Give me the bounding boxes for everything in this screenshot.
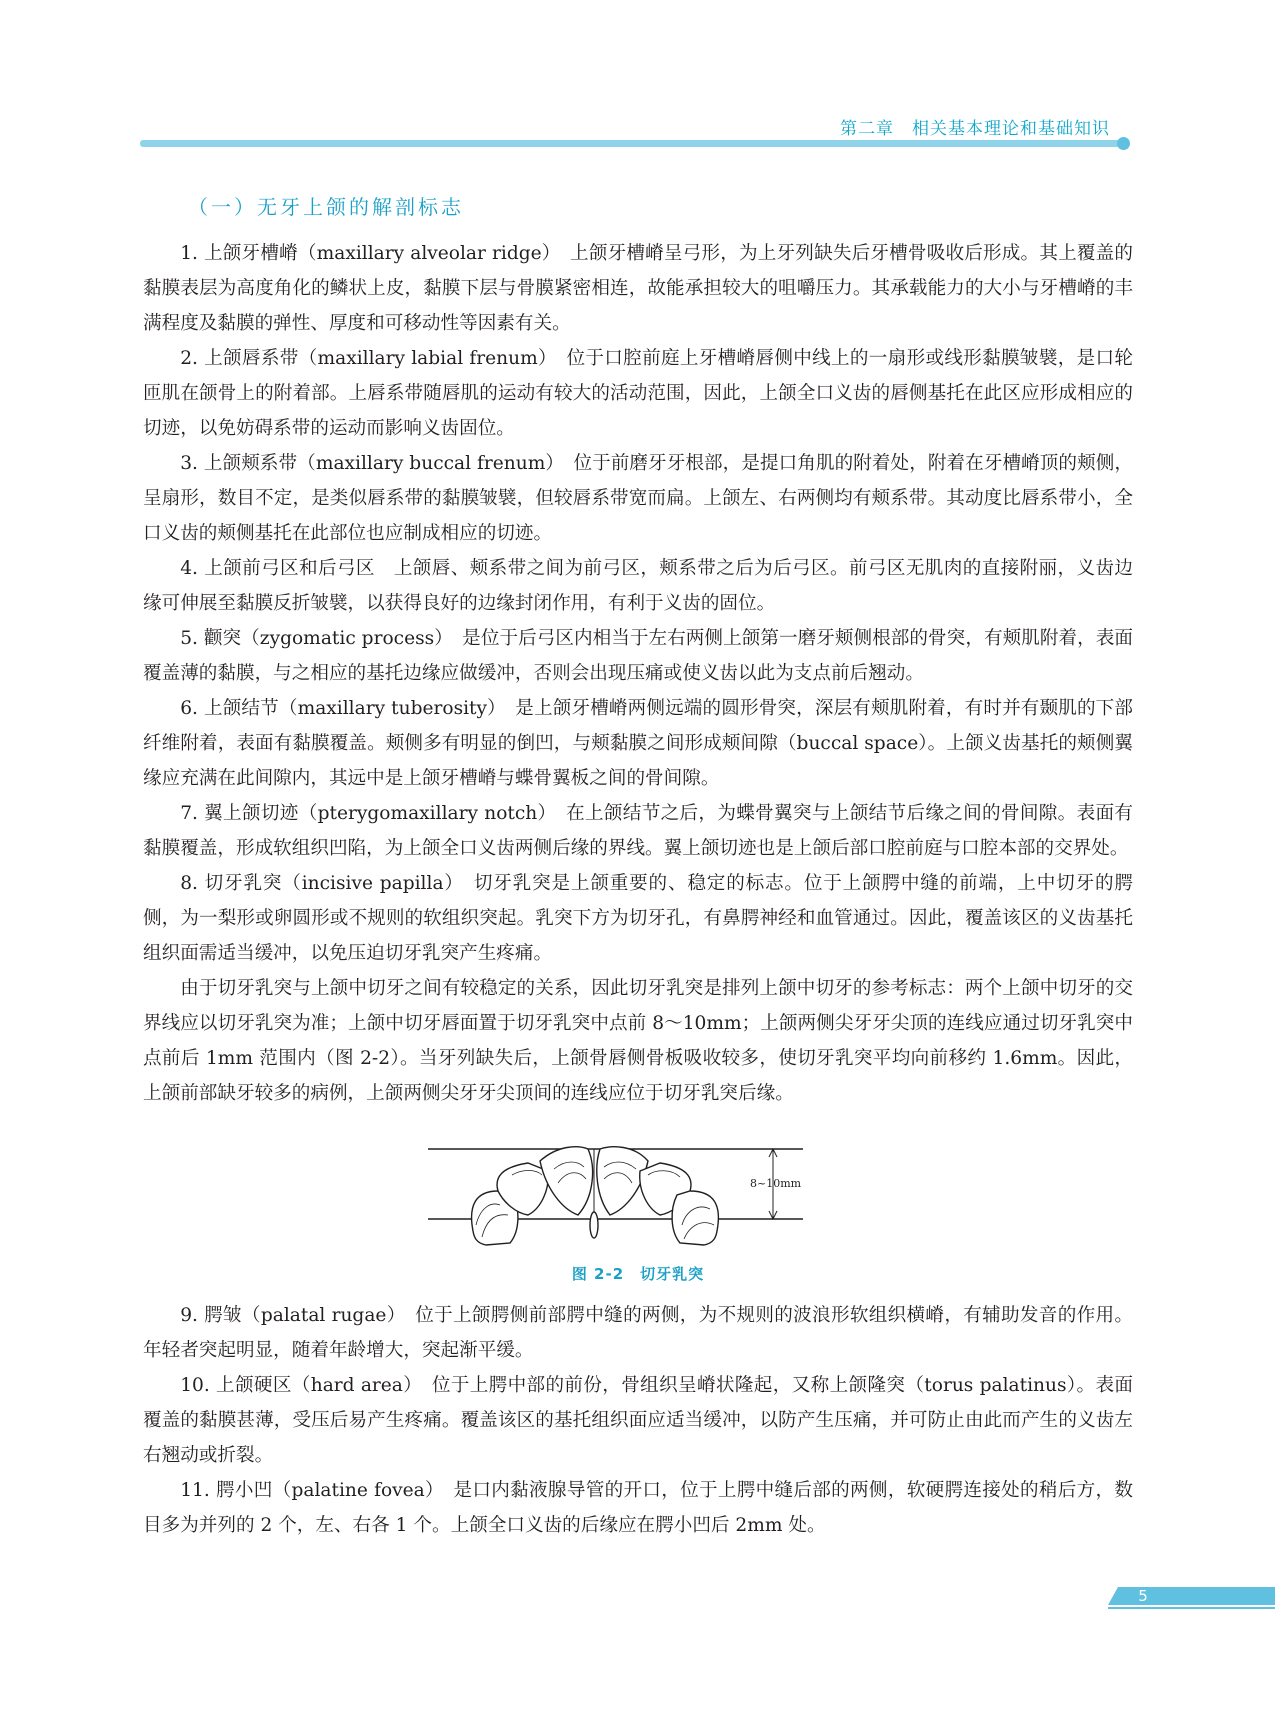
incisive-papilla-figure (428, 1139, 848, 1259)
paragraph-palatine-fovea: 11. 腭小凹（palatine fovea） 是口内黏液腺导管的开口，位于上腭中缝后部的两侧，软硬腭连接处的稍后方，数目多为并列的 2 个，左、右各 1 个。上颌全口义齿的后缘应在腭小凹后 2mm 处。 (143, 1480, 1133, 1536)
paragraph-maxillary-buccal-frenum: 3. 上颌颊系带（maxillary buccal frenum） 位于前磨牙牙根部，是提口角肌的附着处，附着在牙槽嵴顶的颊侧，呈扇形，数目不定，是类似唇系带的黏膜皱襞，但较唇系带宽而扁。上颌左、右两侧均有颊系带。其动度比唇系带小，全口义齿的颊侧基托在此部位也应制成相应的切迹。 (143, 453, 1133, 544)
paragraph-zygomatic-process: 5. 颧突（zygomatic process） 是位于后弓区内相当于左右两侧上颌第一磨牙颊侧根部的骨突，有颊肌附着，表面覆盖薄的黏膜，与之相应的基托边缘应做缓冲，否则会出现压痛或使义齿以此为支点前后翘动。 (143, 628, 1133, 684)
page-number: 5 (1138, 1587, 1148, 1605)
incisive-papilla-mark (590, 1212, 598, 1238)
section-heading: （一）无牙上颌的解剖标志 (188, 195, 464, 219)
paragraph-hard-area: 10. 上颌硬区（hard area） 位于上腭中部的前份，骨组织呈嵴状隆起，又称上颌隆突（torus palatinus）。表面覆盖的黏膜甚薄，受压后易产生疼痛。覆盖该区的基托组织面应适当缓冲，以防产生压痛，并可防止由此而产生的义齿左右翘动或折裂。 (143, 1375, 1133, 1466)
page-content (143, 236, 1133, 1543)
dimension-label: 8~10mm (750, 1177, 802, 1190)
header-chapter-title: 第二章 相关基本理论和基础知识 (840, 119, 1110, 139)
paragraph-pterygomaxillary-notch: 7. 翼上颌切迹（pterygomaxillary notch） 在上颌结节之后，为蝶骨翼突与上颌结节后缘之间的骨间隙。表面有黏膜覆盖，形成软组织凹陷，为上颌全口义齿两侧后缘的界线。翼上颌切迹也是上颌后部口腔前庭与口腔本部的交界处。 (143, 803, 1133, 859)
tooth-right-canine (672, 1191, 718, 1245)
paragraph-incisive-papilla: 8. 切牙乳突（incisive papilla） 切牙乳突是上颌重要的、稳定的标志。位于上颌腭中缝的前端，上中切牙的腭侧，为一梨形或卵圆形或不规则的软组织突起。乳突下方为切牙孔，有鼻腭神经和血管通过。因此，覆盖该区的义齿基托组织面需适当缓冲，以免压迫切牙乳突产生疼痛。 (143, 873, 1133, 964)
paragraph-maxillary-labial-frenum: 2. 上颌唇系带（maxillary labial frenum） 位于口腔前庭上牙槽嵴唇侧中线上的一扇形或线形黏膜皱襞，是口轮匝肌在颌骨上的附着部。上唇系带随唇肌的运动有较大的活动范围，因此，上颌全口义齿的唇侧基托在此区应形成相应的切迹，以免妨碍系带的运动而影响义齿固位。 (143, 348, 1133, 439)
figure-caption: 图 2-2 切牙乳突 (571, 1265, 705, 1283)
header-rule (140, 140, 1120, 147)
paragraph-incisive-papilla-reference: 由于切牙乳突与上颌中切牙之间有较稳定的关系，因此切牙乳突是排列上颌中切牙的参考标志：两个上颌中切牙的交界线应以切牙乳突为准；上颌中切牙唇面置于切牙乳突中点前 8～10mm；上颌两侧尖牙牙尖顶的连线应通过切牙乳突中点前后 1mm 范围内（图 2-2）。当牙列缺失后，上颌骨唇侧骨板吸收较多，使切牙乳突平均向前移约 1.6mm。因此，上颌前部缺牙较多的病例，上颌两侧尖牙牙尖顶间的连线应位于切牙乳突后缘。 (143, 978, 1133, 1104)
paragraph-maxillary-tuberosity: 6. 上颌结节（maxillary tuberosity） 是上颌牙槽嵴两侧远端的圆形骨突，深层有颊肌附着，有时并有颞肌的下部纤维附着，表面有黏膜覆盖。颊侧多有明显的倒凹，与颊黏膜之间形成颊间隙（buccal space）。上颌义齿基托的颊侧翼缘应充满在此间隙内，其远中是上颌牙槽嵴与蝶骨翼板之间的骨间隙。 (143, 698, 1133, 789)
paragraph-palatal-rugae: 9. 腭皱（palatal rugae） 位于上颌腭侧前部腭中缝的两侧，为不规则的波浪形软组织横嵴，有辅助发音的作用。年轻者突起明显，随着年龄增大，突起渐平缓。 (143, 1305, 1133, 1361)
paragraph-maxillary-alveolar-ridge: 1. 上颌牙槽嵴（maxillary alveolar ridge） 上颌牙槽嵴呈弓形，为上牙列缺失后牙槽骨吸收后形成。其上覆盖的黏膜表层为高度角化的鳞状上皮，黏膜下层与骨膜紧密相连，故能承担较大的咀嚼压力。其承载能力的大小与牙槽嵴的丰满程度及黏膜的弹性、厚度和可移动性等因素有关。 (143, 243, 1133, 334)
header-rule-dot (1117, 137, 1130, 150)
paragraph-arch-regions: 4. 上颌前弓区和后弓区 上颌唇、颊系带之间为前弓区，颊系带之后为后弓区。前弓区无肌肉的直接附丽，义齿边缘可伸展至黏膜反折皱襞，以获得良好的边缘封闭作用，有利于义齿的固位。 (143, 558, 1133, 614)
tooth-left-central (540, 1147, 593, 1215)
page-number-underline (1108, 1607, 1275, 1609)
